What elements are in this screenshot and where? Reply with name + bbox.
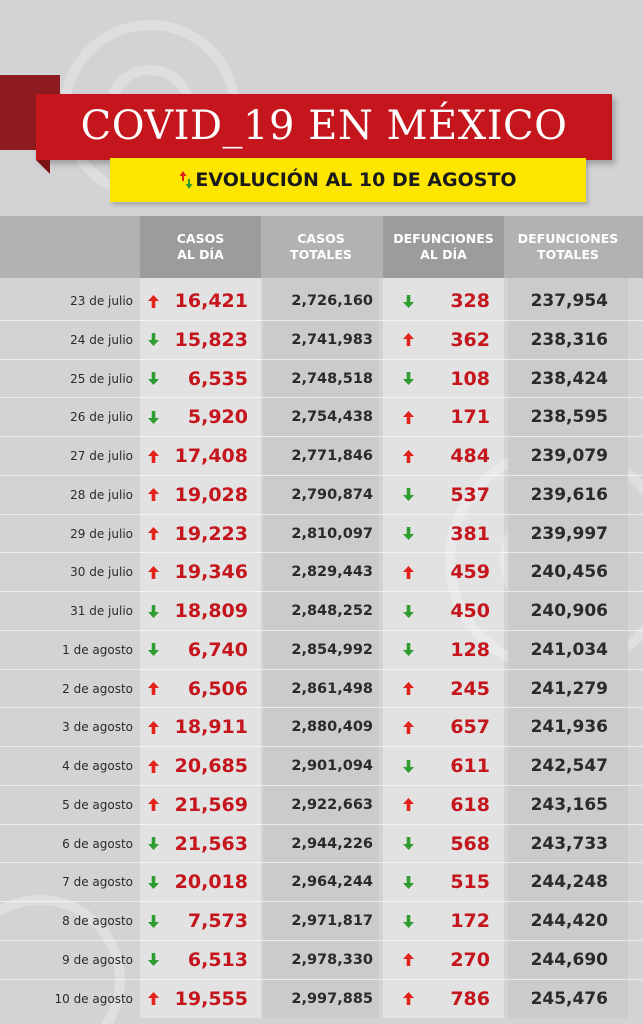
deaths-trend-up-icon — [401, 398, 415, 436]
cases-total-value: 2,978,330 — [291, 951, 373, 968]
cases-day-value: 20,685 — [174, 755, 248, 777]
cases-trend-up-icon — [146, 476, 160, 514]
row-date: 5 de agosto — [62, 797, 133, 812]
cases-total-value: 2,771,846 — [291, 448, 373, 464]
cases-trend-down-icon — [146, 592, 160, 630]
cases-trend-down-icon — [146, 941, 160, 979]
deaths-trend-up-icon — [401, 941, 415, 979]
row-date: 7 de agosto — [62, 875, 133, 890]
cases-total-value: 2,971,817 — [291, 913, 373, 929]
cases-total-value: 2,829,443 — [291, 564, 373, 581]
deaths-trend-up-icon — [401, 321, 415, 359]
deaths-total-value: 245,476 — [530, 988, 608, 1009]
cases-day-value: 19,223 — [174, 522, 248, 545]
cases-day-value: 6,513 — [187, 948, 248, 971]
deaths-total-value: 243,165 — [530, 794, 608, 815]
deaths-day-value: 128 — [450, 638, 490, 661]
cases-day-value: 21,569 — [174, 793, 248, 816]
deaths-trend-down-icon — [401, 360, 415, 398]
deaths-trend-down-icon — [401, 515, 415, 553]
deaths-day-value: 515 — [450, 871, 490, 894]
page-title: COVID_19 EN MÉXICO — [80, 103, 568, 149]
cases-total-value: 2,901,094 — [291, 758, 373, 774]
deaths-day-value: 171 — [450, 406, 490, 429]
deaths-day-value: 568 — [450, 832, 490, 855]
deaths-total-value: 239,997 — [530, 523, 608, 544]
deaths-trend-down-icon — [401, 476, 415, 514]
deaths-day-value: 450 — [450, 600, 490, 622]
deaths-trend-down-icon — [401, 631, 415, 669]
deaths-total-value: 244,420 — [530, 911, 608, 931]
cases-trend-down-icon — [146, 321, 160, 359]
cases-total-value: 2,944,226 — [291, 835, 373, 852]
cases-day-value: 16,421 — [174, 290, 248, 312]
cases-total-value: 2,880,409 — [291, 719, 373, 736]
deaths-day-value: 108 — [450, 367, 490, 390]
cases-trend-up-icon — [146, 437, 160, 475]
cases-trend-up-icon — [146, 786, 160, 824]
cases-total-value: 2,854,992 — [291, 641, 373, 658]
cases-trend-up-icon — [146, 515, 160, 553]
deaths-day-value: 611 — [450, 755, 490, 777]
cases-day-value: 19,555 — [174, 987, 248, 1010]
deaths-day-value: 459 — [450, 561, 490, 584]
row-date: 26 de julio — [70, 410, 133, 425]
cases-trend-up-icon — [146, 670, 160, 708]
cases-total-value: 2,741,983 — [291, 331, 373, 348]
cases-day-value: 18,911 — [174, 716, 248, 739]
cases-day-value: 19,028 — [174, 483, 248, 506]
deaths-total-value: 241,936 — [530, 717, 608, 738]
cases-day-value: 6,506 — [187, 677, 248, 700]
row-date: 9 de agosto — [62, 952, 133, 967]
row-date: 6 de agosto — [62, 836, 133, 851]
deaths-total-value: 241,279 — [530, 678, 608, 699]
cases-total-value: 2,861,498 — [291, 680, 373, 697]
cases-trend-up-icon — [146, 553, 160, 591]
row-date: 28 de julio — [70, 487, 133, 502]
deaths-day-value: 786 — [450, 987, 490, 1010]
cases-total-value: 2,997,885 — [291, 990, 373, 1007]
deaths-trend-down-icon — [401, 282, 415, 320]
deaths-total-value: 237,954 — [530, 291, 608, 311]
cases-trend-up-icon — [146, 747, 160, 785]
deaths-total-value: 244,248 — [530, 872, 608, 893]
cases-total-value: 2,810,097 — [291, 525, 373, 542]
deaths-total-value: 242,547 — [530, 756, 608, 776]
cases-trend-up-icon — [146, 282, 160, 320]
deaths-trend-up-icon — [401, 786, 415, 824]
deaths-day-value: 484 — [450, 445, 490, 467]
deaths-day-value: 657 — [450, 716, 490, 739]
deaths-day-value: 618 — [450, 793, 490, 816]
cases-day-value: 6,535 — [187, 367, 248, 390]
cases-day-value: 7,573 — [187, 910, 248, 932]
deaths-trend-up-icon — [401, 437, 415, 475]
cases-day-value: 17,408 — [174, 445, 248, 467]
deaths-day-value: 381 — [450, 522, 490, 545]
cases-trend-down-icon — [146, 825, 160, 863]
row-date: 30 de julio — [70, 565, 133, 580]
row-date: 24 de julio — [70, 332, 133, 347]
column-header-deaths-total: DEFUNCIONES TOTALES — [517, 231, 619, 262]
column-header-deaths-day: DEFUNCIONES AL DÍA — [393, 231, 494, 262]
row-date: 3 de agosto — [62, 720, 133, 735]
row-date: 29 de julio — [70, 526, 133, 541]
cases-day-value: 21,563 — [174, 832, 248, 855]
deaths-total-value: 243,733 — [530, 833, 608, 854]
deaths-day-value: 362 — [450, 328, 490, 351]
deaths-total-value: 238,424 — [530, 368, 608, 389]
deaths-day-value: 270 — [450, 948, 490, 971]
deaths-trend-up-icon — [401, 980, 415, 1018]
cases-total-value: 2,748,518 — [291, 370, 373, 387]
cases-day-value: 5,920 — [187, 406, 248, 429]
cases-day-value: 18,809 — [174, 600, 248, 622]
cases-day-value: 20,018 — [174, 871, 248, 894]
row-date: 8 de agosto — [62, 914, 133, 928]
deaths-total-value: 239,079 — [530, 446, 608, 466]
deaths-day-value: 328 — [450, 290, 490, 312]
row-date: 31 de julio — [70, 604, 133, 618]
cases-trend-down-icon — [146, 863, 160, 901]
deaths-total-value: 238,595 — [530, 407, 608, 428]
cases-trend-down-icon — [146, 902, 160, 940]
cases-trend-down-icon — [146, 631, 160, 669]
cases-total-value: 2,848,252 — [291, 603, 373, 619]
cases-total-value: 2,726,160 — [291, 293, 373, 309]
row-date: 10 de agosto — [54, 991, 133, 1006]
row-date: 23 de julio — [70, 294, 133, 308]
deaths-trend-down-icon — [401, 863, 415, 901]
deaths-total-value: 244,690 — [530, 949, 608, 970]
row-date: 2 de agosto — [62, 681, 133, 696]
subtitle-text: EVOLUCIÓN AL 10 DE AGOSTO — [195, 169, 517, 191]
deaths-trend-up-icon — [401, 553, 415, 591]
deaths-total-value: 240,906 — [530, 601, 608, 621]
column-header-cases-day: CASOS AL DÍA — [176, 231, 225, 262]
deaths-total-value: 238,316 — [530, 329, 608, 350]
cases-total-value: 2,922,663 — [291, 796, 373, 813]
cases-trend-down-icon — [146, 360, 160, 398]
cases-day-value: 6,740 — [187, 638, 248, 661]
deaths-trend-down-icon — [401, 902, 415, 940]
cases-day-value: 19,346 — [174, 561, 248, 584]
deaths-day-value: 537 — [450, 483, 490, 506]
cases-trend-up-icon — [146, 708, 160, 746]
deaths-trend-down-icon — [401, 747, 415, 785]
deaths-total-value: 240,456 — [530, 562, 608, 583]
ribbon-fold — [36, 160, 50, 174]
deaths-total-value: 241,034 — [530, 639, 608, 660]
deaths-trend-down-icon — [401, 825, 415, 863]
cases-total-value: 2,790,874 — [291, 486, 373, 503]
row-date: 4 de agosto — [62, 759, 133, 773]
column-header-cases-total: CASOS TOTALES — [290, 231, 352, 262]
deaths-trend-up-icon — [401, 670, 415, 708]
subtitle — [110, 158, 586, 202]
cases-total-value: 2,964,244 — [291, 874, 373, 891]
row-date: 25 de julio — [70, 371, 133, 386]
deaths-trend-up-icon — [401, 708, 415, 746]
deaths-day-value: 245 — [450, 677, 490, 700]
up-down-arrows-icon — [179, 170, 193, 190]
row-date: 1 de agosto — [62, 642, 133, 657]
row-date: 27 de julio — [70, 449, 133, 463]
cases-day-value: 15,823 — [174, 328, 248, 351]
deaths-day-value: 172 — [450, 910, 490, 932]
cases-total-value: 2,754,438 — [291, 409, 373, 426]
deaths-trend-down-icon — [401, 592, 415, 630]
cases-trend-down-icon — [146, 398, 160, 436]
deaths-total-value: 239,616 — [530, 484, 608, 505]
cases-trend-up-icon — [146, 980, 160, 1018]
